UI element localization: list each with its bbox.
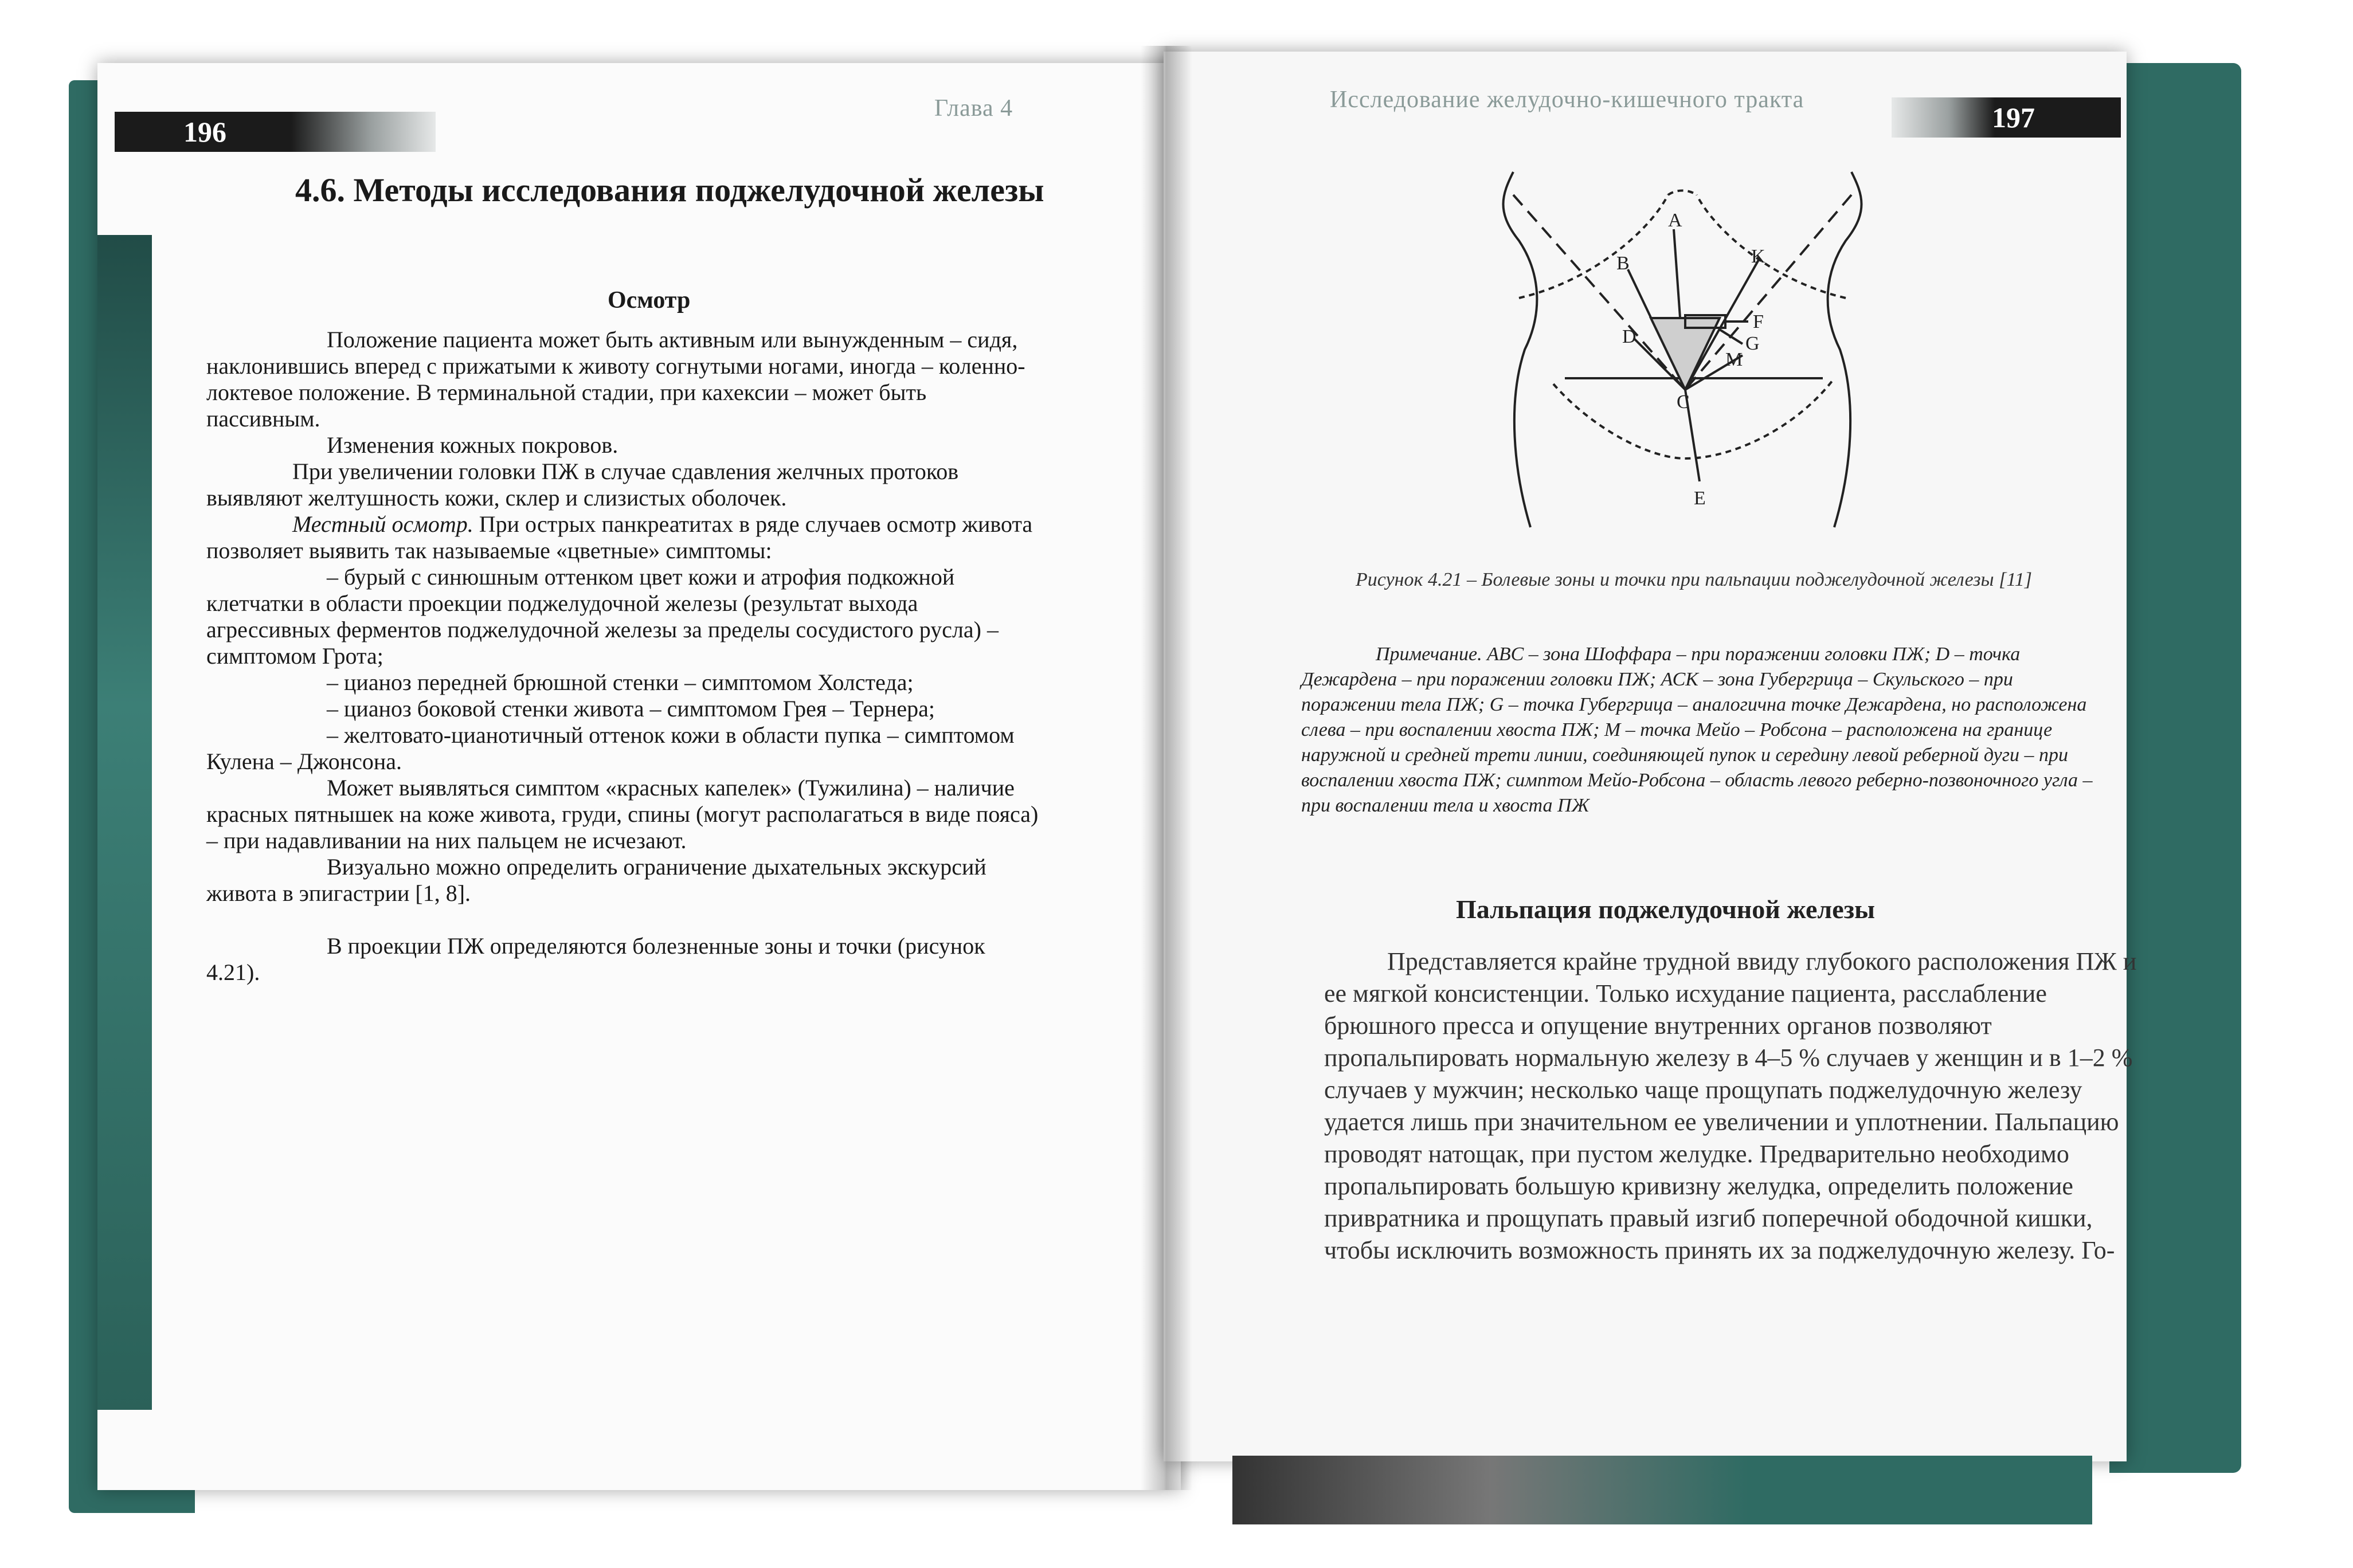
rib-arc (1519, 195, 1668, 298)
rib-arc (1697, 195, 1846, 298)
figure-label: M (1725, 349, 1743, 370)
book-bottom-edge (1232, 1456, 2092, 1524)
figure-label: G (1745, 333, 1760, 354)
page-number-left: 196 (183, 116, 226, 148)
dashed-line-right (1685, 195, 1851, 390)
rib-top (1668, 191, 1697, 195)
figure-label: D (1622, 326, 1636, 347)
page-number-right: 197 (1992, 101, 2035, 134)
figure-label: E (1694, 488, 1706, 509)
figure-label: C (1677, 391, 1690, 413)
page-header-bar-right (1892, 97, 2121, 138)
paragraph: Визуально можно определить ограничение дыхательных экскурсий живота в эпигастрии [1, 8]. (206, 854, 986, 906)
body-outline-left (1504, 172, 1537, 527)
local-exam-label: Местный осмотр. (292, 511, 473, 537)
symptom-item: – цианоз передней брюшной стенки – симптомом Холстеда; (327, 669, 914, 695)
running-head-right: Исследование желудочно-кишечного тракта (1330, 87, 1804, 113)
figure-label: K (1751, 246, 1765, 267)
figure-label: B (1616, 253, 1630, 274)
symptom-item: – желтовато-цианотичный оттенок кожи в области пупка – симптомом Кулена – Джонсона. (206, 722, 1015, 774)
paragraph-local-exam (206, 511, 1043, 564)
body-outline-right (1828, 172, 1862, 527)
symptom-item: – цианоз боковой стенки живота – симптомом Грея – Тернера; (327, 696, 935, 722)
figure-note (1301, 642, 2104, 818)
symptom-item: – бурый с синюшным оттенком цвет кожи и атрофия подкожной клетчатки в области проекции поджелудочной железы (результат выхода агрессивных ферментов поджелудочной железы за пределы сосудистого русла) – симптомом Грота; (206, 564, 999, 669)
local-exam-text: При острых панкреатитах в ряде случаев осмотр живота позволяет выявить так называемые «цветные» симптомы: (206, 511, 1033, 563)
subheading-palpation: Пальпация поджелудочной железы (1456, 895, 1876, 924)
paragraph: При увеличении головки ПЖ в случае сдавления желчных протоков выявляют желтушность кожи, склер и слизистых оболочек. (206, 458, 959, 511)
page-header-bar-left (115, 112, 436, 152)
right-body-text (1324, 946, 2150, 1267)
paragraph: Может выявляться симптом «красных капелек» (Тужилина) – наличие красных пятнышек на коже живота, груди, спины (могут располагаться в виде пояса) – при надавливании на них пальцем не исчезают. (206, 775, 1039, 853)
paragraph: Положение пациента может быть активным или вынужденным – сидя, наклонившись вперед с прижатыми к животу согнутыми ногами, иногда – коленно-локтевое положение. В терминальной стадии, при кахексии – может быть пассивным. (206, 327, 1025, 432)
figure-label: A (1668, 210, 1682, 231)
left-body-text (206, 327, 1043, 986)
figure-caption: Рисунок 4.21 – Болевые зоны и точки при пальпации поджелудочной железы [11] (1355, 569, 2033, 590)
abdomen-pain-zones-figure (1479, 160, 1886, 539)
paragraph: Изменения кожных покровов. (327, 432, 618, 458)
section-title: 4.6. Методы исследования поджелудочной железы (295, 171, 1044, 209)
figure-label: F (1753, 311, 1764, 332)
subheading-inspection: Осмотр (608, 287, 691, 313)
page-edge-decoration (97, 235, 152, 1410)
paragraph: Представляется крайне трудной ввиду глубокого расположения ПЖ и ее мягкой консистенции. Только исхудание пациента, расслабление брюшного пресса и опущение внутренних органов позволяют пропальпировать нормальную железу в 4–5 % случаев у женщин и в 1–2 % случаев у мужчин; несколько чаще прощупать поджелудочную железу удается лишь при значительном ее увеличении и уплотнении. Пальпацию проводят натощак, при пустом желудке. Предварительно необходимо пропальпировать большую кривизну желудка, определить положение привратника и прощупать правый изгиб поперечной ободочной кишки, чтобы исключить возможность принять их за поджелудочную железу. Го- (1324, 947, 2137, 1264)
running-head-left: Глава 4 (934, 95, 1013, 121)
note-text: Примечание. ABC – зона Шоффара – при поражении головки ПЖ; D – точка Дежардена – при поражении головки ПЖ; АСК – зона Губергрица – Скульского – при поражении тела ПЖ; G – точка Губергрица – аналогична точке Дежардена, но расположена слева – при воспалении хвоста ПЖ; M – точка Мейо – Робсона – расположена на границе наружной и средней трети линии, соединяющей пупок и середину левой реберной дуги – при воспалении хвоста ПЖ; симптом Мейо-Робсона – область левого реберно-позвоночного угла – при воспалении тела и хвоста ПЖ (1301, 644, 2093, 816)
paragraph: В проекции ПЖ определяются болезненные зоны и точки (рисунок 4.21). (206, 933, 985, 985)
